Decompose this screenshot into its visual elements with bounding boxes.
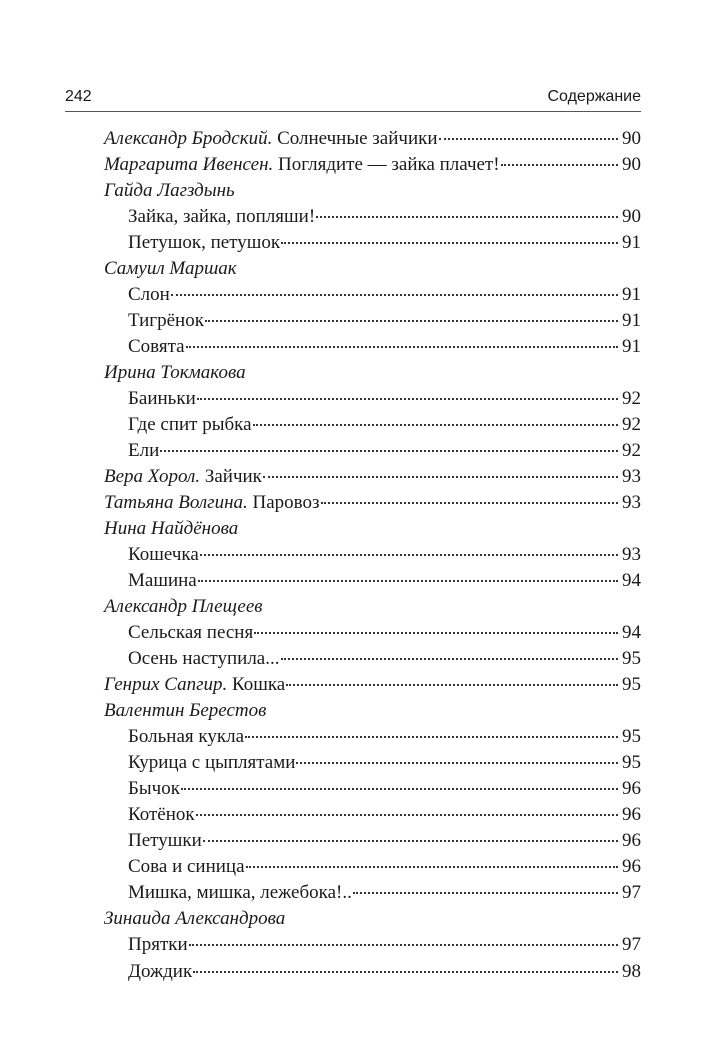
toc-entry (104, 959, 641, 985)
toc-title: Сова и синица (128, 856, 245, 878)
toc-page-number: 95 (622, 648, 641, 670)
dot-leader (501, 164, 618, 166)
toc-author-heading (104, 360, 641, 386)
toc-author: Вера Хорол. (104, 466, 201, 488)
toc-title: Баиньки (128, 388, 196, 410)
toc-author-heading (104, 594, 641, 620)
toc-page-number: 94 (622, 622, 641, 644)
toc-page-number: 97 (622, 882, 641, 904)
toc-author: Нина Найдёнова (104, 518, 239, 540)
toc-title: Паровоз (252, 492, 320, 514)
toc-author-heading (104, 516, 641, 542)
toc-page-number: 95 (622, 752, 641, 774)
dot-leader (254, 632, 618, 634)
toc-page-number: 96 (622, 804, 641, 826)
toc-page-number: 92 (622, 440, 641, 462)
dot-leader (353, 892, 618, 894)
dot-leader (196, 814, 618, 816)
dot-leader (321, 502, 618, 504)
toc-page-number: 95 (622, 726, 641, 748)
toc-entry (104, 724, 641, 750)
dot-leader (246, 866, 618, 868)
toc-entry (104, 464, 641, 490)
running-head (65, 84, 641, 110)
toc-title: Мишка, мишка, лежебока!.. (128, 882, 352, 904)
toc-page-number: 97 (622, 934, 641, 956)
dot-leader (281, 242, 618, 244)
toc-author: Ирина Токмакова (104, 362, 246, 384)
toc-entry (104, 568, 641, 594)
toc-page-number: 94 (622, 570, 641, 592)
toc-title: Дождик (128, 960, 193, 982)
toc-page-number: 98 (622, 960, 641, 982)
toc-entry (104, 828, 641, 854)
toc-author: Зинаида Александрова (104, 908, 286, 930)
toc-entry (104, 932, 641, 958)
toc-entry (104, 204, 641, 230)
toc-page-number: 93 (622, 544, 641, 566)
toc-page-number: 91 (622, 232, 641, 254)
dot-leader (245, 736, 618, 738)
toc-entry (104, 880, 641, 906)
toc-page-number: 96 (622, 856, 641, 878)
toc-page-number: 90 (622, 128, 641, 149)
toc-page-number: 91 (622, 336, 641, 358)
toc-author-heading (104, 256, 641, 282)
toc-page-number: 92 (622, 388, 641, 410)
toc-page-number: 91 (622, 284, 641, 306)
toc-entry (104, 126, 641, 152)
toc-page-number: 90 (622, 154, 641, 176)
section-title: Содержание (547, 88, 641, 105)
toc-author: Татьяна Волгина. (104, 492, 248, 514)
toc-page-number: 92 (622, 414, 641, 436)
dot-leader (198, 580, 618, 582)
dot-leader (171, 294, 618, 296)
toc-title: Кошка (232, 674, 286, 696)
dot-leader (253, 424, 618, 426)
toc-entry (104, 490, 641, 516)
toc-title: Поглядите — зайка плачет! (278, 154, 500, 176)
dot-leader (160, 450, 618, 452)
toc-title: Курица с цыплятами (128, 752, 296, 774)
toc-author: Александр Плещеев (104, 596, 263, 618)
toc-entry (104, 646, 641, 672)
toc-title: Петушки (128, 830, 202, 852)
toc-entry (104, 438, 641, 464)
dot-leader (205, 320, 618, 322)
dot-leader (316, 216, 618, 218)
dot-leader (281, 658, 619, 660)
toc-title: Больная кукла (128, 726, 245, 748)
dot-leader (286, 684, 618, 686)
toc-entry (104, 854, 641, 880)
toc-title: Бычок (128, 778, 180, 800)
toc-author: Александр Бродский. (104, 128, 273, 149)
dot-leader (439, 138, 618, 140)
toc-entry (104, 802, 641, 828)
toc-title: Прятки (128, 934, 188, 956)
toc-entry (104, 230, 641, 256)
dot-leader (181, 788, 618, 790)
toc-author-heading (104, 698, 641, 724)
toc-page-number: 93 (622, 466, 641, 488)
toc-entry (104, 152, 641, 178)
toc-title: Кошечка (128, 544, 199, 566)
toc-author-heading (104, 178, 641, 204)
toc-title: Зайка, зайка, попляши! (128, 206, 316, 228)
page-number: 242 (65, 88, 92, 105)
toc-title: Слон (128, 284, 170, 306)
dot-leader (263, 476, 618, 478)
toc-title: Ели (128, 440, 160, 462)
table-of-contents (104, 126, 641, 985)
dot-leader (197, 398, 618, 400)
dot-leader (193, 971, 618, 973)
toc-title: Тигрёнок (128, 310, 204, 332)
dot-leader (296, 762, 618, 764)
toc-author: Генрих Сапгир. (104, 674, 228, 696)
dot-leader (203, 840, 618, 842)
header-rule (65, 111, 641, 112)
toc-entry (104, 620, 641, 646)
toc-author: Маргарита Ивенсен. (104, 154, 274, 176)
toc-entry (104, 308, 641, 334)
toc-entry (104, 542, 641, 568)
toc-entry (104, 776, 641, 802)
toc-page-number: 93 (622, 492, 641, 514)
dot-leader (200, 554, 618, 556)
toc-entry (104, 334, 641, 360)
toc-entry (104, 672, 641, 698)
dot-leader (186, 346, 618, 348)
toc-author: Гайда Лагздынь (104, 180, 235, 202)
toc-page-number: 96 (622, 830, 641, 852)
toc-author: Самуил Маршак (104, 258, 237, 280)
toc-title: Осень наступила... (128, 648, 280, 670)
toc-entry (104, 386, 641, 412)
toc-page-number: 90 (622, 206, 641, 228)
toc-title: Зайчик (204, 466, 262, 488)
toc-page-number: 96 (622, 778, 641, 800)
toc-title: Солнечные зайчики (277, 128, 438, 149)
toc-author: Валентин Берестов (104, 700, 267, 722)
toc-title: Петушок, петушок (128, 232, 281, 254)
toc-title: Где спит рыбка (128, 414, 252, 436)
toc-page-number: 91 (622, 310, 641, 332)
toc-page-number: 95 (622, 674, 641, 696)
toc-title: Котёнок (128, 804, 195, 826)
toc-title: Совята (128, 336, 185, 358)
toc-author-heading (104, 906, 641, 932)
dot-leader (189, 944, 618, 946)
toc-entry (104, 750, 641, 776)
toc-entry (104, 282, 641, 308)
toc-title: Машина (128, 570, 197, 592)
toc-title: Сельская песня (128, 622, 254, 644)
toc-entry (104, 412, 641, 438)
